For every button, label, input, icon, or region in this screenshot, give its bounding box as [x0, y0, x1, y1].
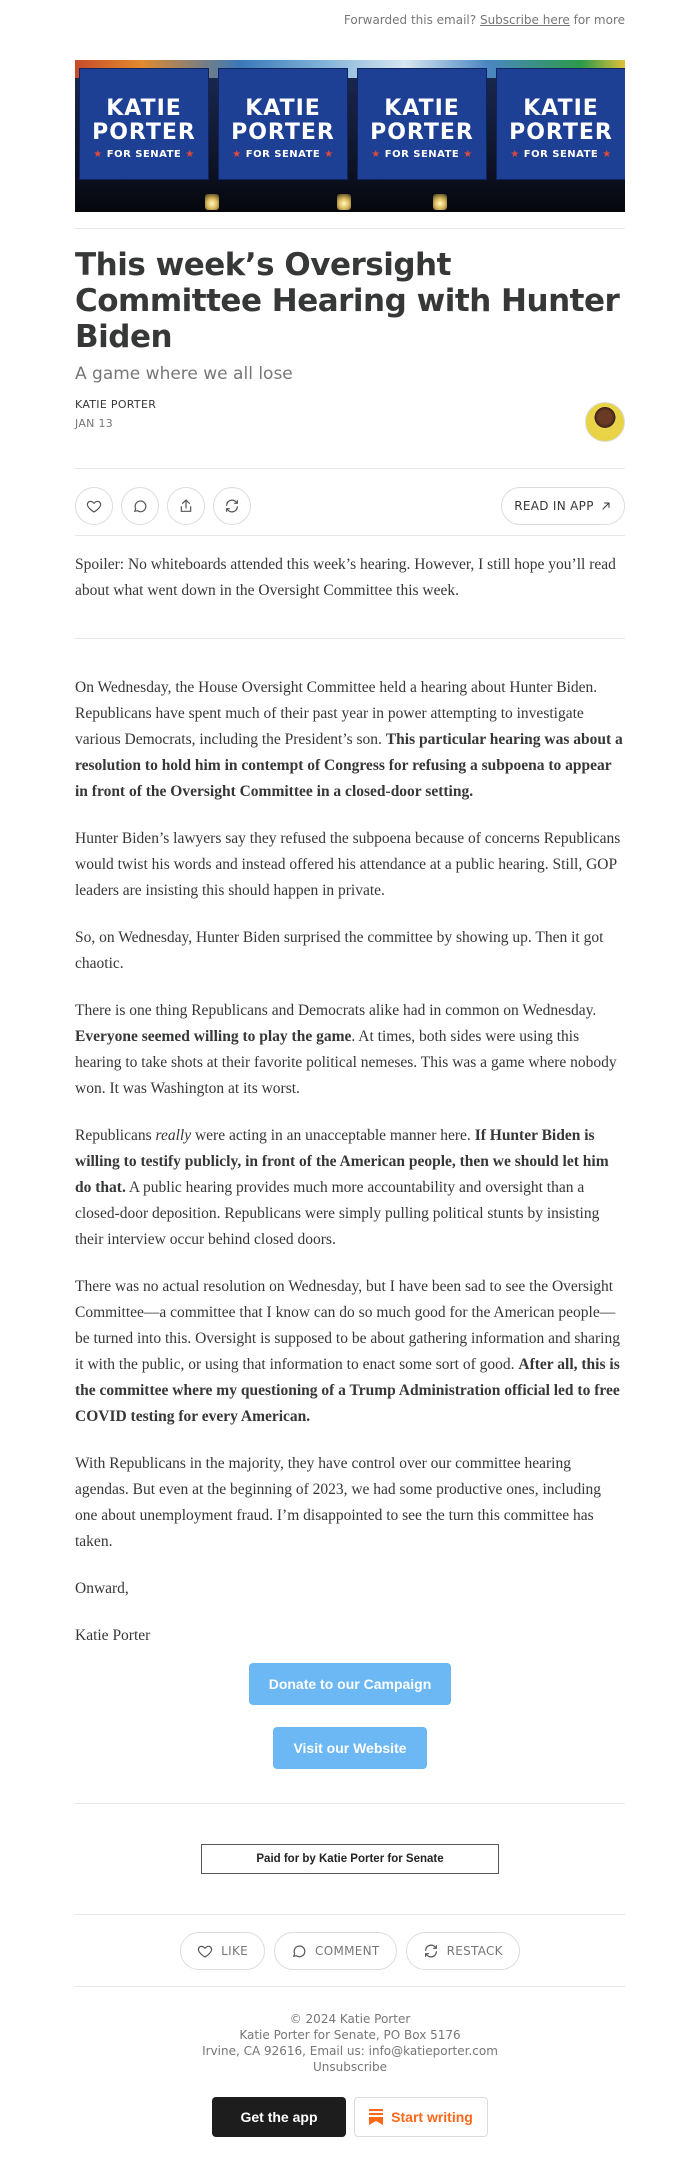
copyright-text: © 2024 Katie Porter [289, 2012, 411, 2026]
paragraph-text: On Wednesday, the House Oversight Committee held a hearing about Hunter Biden. Republicans have spent much of their past year in power attempting to investigate various Democrats, including the President’s son. [75, 679, 598, 748]
campaign-sign [218, 68, 348, 180]
like-label: LIKE [221, 1944, 249, 1958]
divider [75, 468, 625, 469]
sign-name-last: PORTER [509, 120, 613, 145]
body-paragraph: Hunter Biden’s lawyers say they refused the subpoena because of concerns Republicans would twist his words and instead offered his attendance at a public hearing. Still, GOP leaders are insisting this should happen in private. [75, 830, 621, 899]
restack-button[interactable] [213, 487, 251, 525]
restack-label: RESTACK [446, 1944, 503, 1958]
body-paragraph: With Republicans in the majority, they have control over our committee hearing agendas. But even at the beginning of 2023, we had some productive ones, including one about unemployment fraud. I’m disappointed to see the turn this committee has taken. [75, 1455, 602, 1550]
share-button[interactable] [167, 487, 205, 525]
author-name[interactable]: KATIE PORTER [75, 398, 157, 411]
restack-icon [423, 1943, 439, 1959]
sign-name-first: KATIE [106, 96, 182, 121]
footer-comment-button[interactable] [274, 1932, 397, 1970]
hero-banner-image[interactable] [75, 60, 625, 212]
substack-logo-icon [369, 2109, 383, 2125]
comment-button[interactable] [121, 487, 159, 525]
divider [75, 1803, 625, 1804]
post-actions [75, 471, 625, 535]
sign-for-senate: ★ FOR SENATE ★ [93, 149, 195, 160]
app-buttons [75, 2097, 625, 2137]
lantern-decoration [433, 194, 447, 210]
campaign-sign [496, 68, 625, 180]
post-subtitle: A game where we all lose [75, 364, 293, 384]
sign-name-first: KATIE [245, 96, 321, 121]
paragraph-bold-text: Everyone seemed willing to play the game [75, 1028, 352, 1045]
comment-label: COMMENT [315, 1944, 380, 1958]
sign-name-last: PORTER [370, 120, 474, 145]
like-button[interactable] [75, 487, 113, 525]
sign-for-senate: ★ FOR SENATE ★ [232, 149, 334, 160]
post-date: JAN 13 [75, 417, 114, 430]
divider [75, 638, 625, 639]
comment-icon [132, 498, 148, 514]
paragraph-text: were acting in an unacceptable manner here. [191, 1127, 475, 1144]
forward-suffix: for more [573, 13, 625, 27]
start-writing-button[interactable] [354, 2097, 488, 2137]
footer-like-button[interactable] [180, 1932, 265, 1970]
website-row [75, 1727, 625, 1769]
sign-name-last: PORTER [92, 120, 196, 145]
visit-website-button[interactable]: Visit our Website [273, 1727, 426, 1769]
author-avatar[interactable] [585, 402, 625, 442]
campaign-sign [79, 68, 209, 180]
restack-icon [224, 498, 240, 514]
paragraph-text: A public hearing provides much more accountability and oversight than a closed-door deposition. Republicans were simply pulling political stunts by insisting their interview occur behind closed doors. [75, 1179, 600, 1248]
post-body [75, 675, 625, 1649]
lantern-decoration [205, 194, 219, 210]
body-paragraph [75, 1274, 625, 1430]
divider [75, 228, 625, 229]
paragraph-text: There was no actual resolution on Wednesday, but I have been sad to see the Oversight Committee—a committee that I know can do so much good for the American people—be turned into this. Oversight is supposed to be about gathering information and sharing it with the public, or using that information to enact some sort of good. [75, 1278, 620, 1373]
divider [75, 1914, 625, 1915]
paragraph-bold-text: After all, this is the committee where my questioning of a Trump Administration official led to free COVID testing for every American. [75, 1356, 620, 1425]
paragraph-text: . At times, both sides were using this hearing to take shots at their favorite political nemeses. This was a game where nobody won. It was Washington at its worst. [75, 1028, 617, 1097]
forward-notice [75, 0, 625, 60]
start-writing-label: Start writing [391, 2109, 473, 2125]
divider [75, 535, 625, 536]
lantern-decoration [337, 194, 351, 210]
forward-text: Forwarded this email? [343, 13, 477, 27]
heart-icon [86, 498, 102, 514]
body-paragraph [75, 998, 625, 1102]
subscribe-link[interactable]: Subscribe here [479, 13, 570, 27]
paragraph-text: There is one thing Republicans and Democrats alike had in common on Wednesday. [75, 1002, 597, 1019]
donate-button[interactable]: Donate to our Campaign [249, 1663, 452, 1705]
address-line: Katie Porter for Senate, PO Box 5176 [239, 2028, 461, 2042]
sign-name-first: KATIE [384, 96, 460, 121]
campaign-sign [357, 68, 487, 180]
get-app-label: Get the app [240, 2109, 318, 2125]
signature: Katie Porter [75, 1627, 151, 1644]
paragraph-italic-text: really [155, 1127, 192, 1144]
donate-row [75, 1663, 625, 1705]
divider [75, 1986, 625, 1987]
heart-icon [197, 1943, 213, 1959]
address-email-line: Irvine, CA 92616, Email us: info@katieporter.com [202, 2044, 498, 2058]
spoiler-paragraph: Spoiler: No whiteboards attended this week’s hearing. However, I still hope you’ll read about what went down in the Oversight Committee this week. [75, 556, 616, 599]
sign-name-first: KATIE [523, 96, 599, 121]
post-title[interactable]: This week’s Oversight Committee Hearing with Hunter Biden [75, 247, 620, 355]
body-paragraph [75, 675, 625, 805]
paragraph-bold-text: This particular hearing was about a resolution to hold him in contempt of Congress for refusing a subpoena to appear in front of the Oversight Committee in a closed-door setting. [75, 731, 623, 800]
get-the-app-button[interactable] [212, 2097, 346, 2137]
paragraph-bold-text: If Hunter Biden is willing to testify publicly, in front of the American people, then we should let him do that. [75, 1127, 609, 1196]
comment-icon [291, 1943, 307, 1959]
unsubscribe-link[interactable]: Unsubscribe [313, 2060, 387, 2074]
read-in-app-label: READ IN APP [514, 499, 594, 513]
share-icon [178, 498, 194, 514]
arrow-up-right-icon [600, 500, 612, 512]
body-paragraph: So, on Wednesday, Hunter Biden surprised the committee by showing up. Then it got chaotic. [75, 929, 604, 972]
body-paragraph [75, 1123, 625, 1253]
sign-for-senate: ★ FOR SENATE ★ [510, 149, 612, 160]
byline [75, 398, 625, 468]
paid-for-disclaimer: Paid for by Katie Porter for Senate [201, 1844, 499, 1874]
signoff: Onward, [75, 1580, 129, 1597]
sign-name-last: PORTER [231, 120, 335, 145]
paragraph-text: Republicans [75, 1127, 156, 1144]
paid-for-section [75, 1844, 625, 1874]
sign-for-senate: ★ FOR SENATE ★ [371, 149, 473, 160]
email-footer [75, 2011, 625, 2075]
engagement-bar [75, 1932, 625, 1970]
footer-restack-button[interactable] [406, 1932, 520, 1970]
bottom-spacer [75, 2137, 625, 2157]
read-in-app-button[interactable] [501, 487, 625, 525]
